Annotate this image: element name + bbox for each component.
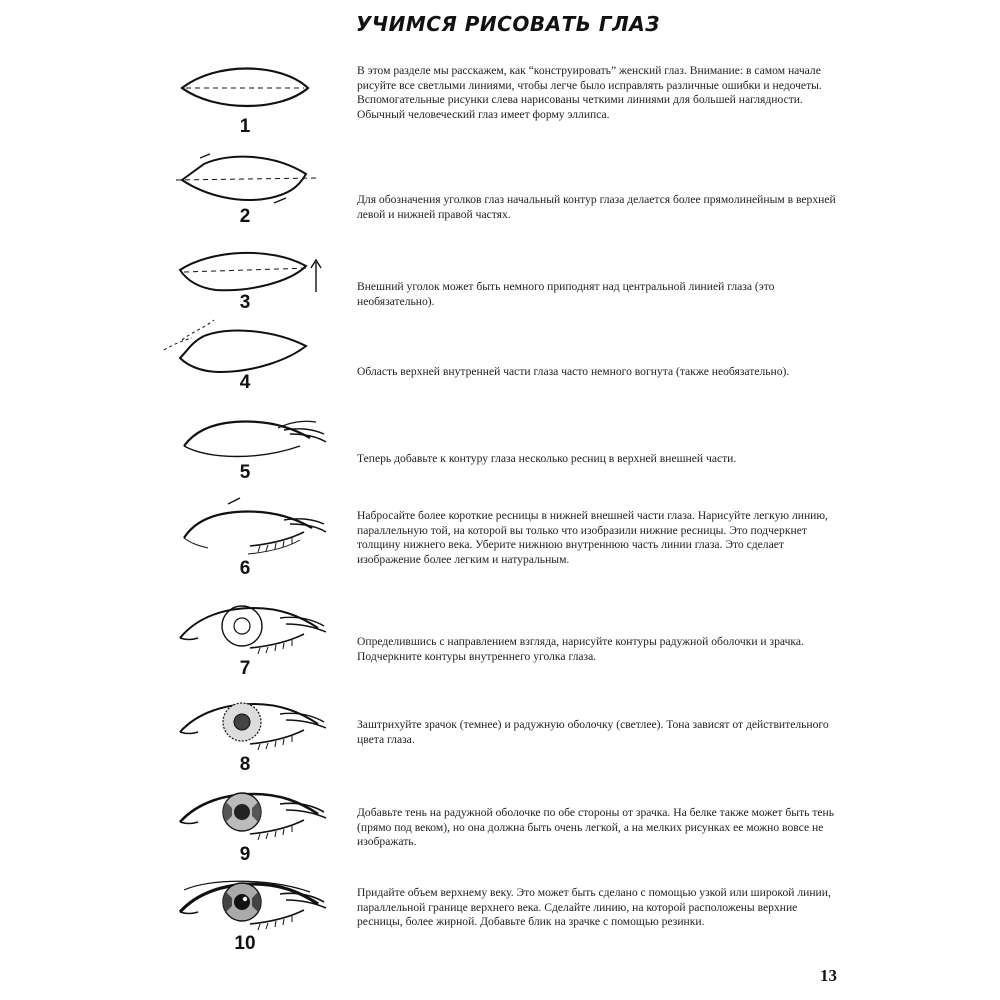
iris-outline	[222, 606, 262, 646]
step-number: 5	[239, 462, 251, 483]
page-number: 13	[820, 966, 837, 985]
step-text: Для обозначения уголков глаз начальный контур глаза делается более прямолинейным в верхней левой и нижней правой частях.	[357, 193, 836, 221]
step-text: Внешний уголок может быть немного приподнят над центральной линией глаза (это необязательно).	[357, 280, 775, 308]
eye-drawing-ellipse	[170, 66, 320, 116]
step-text: Набросайте более короткие ресницы в нижней внешней части глаза. Нарисуйте легкую линию, параллельную той, на которой вы только что изобразили нижние ресницы. Это подчеркнет толщину нижнего века. Уберите нижнюю внутреннюю часть линии глаза. Это сделает изображение более легким и натуральным.	[357, 509, 828, 566]
step-text: Заштрихуйте зрачок (темнее) и радужную оболочку (светлее). Тона зависят от действительного цвета глаза.	[357, 718, 829, 746]
step-number: 8	[239, 754, 251, 775]
step-text: Определившись с направлением взгляда, нарисуйте контуры радужной оболочки и зрачка. Подчеркните контуры внутреннего уголка глаза.	[357, 635, 804, 663]
step-number: 9	[239, 844, 251, 865]
step-text: Придайте объем верхнему веку. Это может быть сделано с помощью узкой или широкой линии, параллельной границе верхнего века. Сделайте линию, на которой расположены верхние ресницы, более жирной. Добавьте блик на зрачке с помощью резинки.	[357, 886, 831, 929]
step-number: 4	[239, 372, 251, 393]
eye-drawing-corners	[170, 148, 320, 208]
step-text: Добавьте тень на радужной оболочке по обе стороны от зрачка. На белке также может быть тень (прямо под веком), но она должна быть очень легкой, а на мелких рисунках ее можно вовсе не изображать.	[357, 806, 835, 849]
pupil-outline	[234, 618, 250, 634]
eye-drawing-concave	[170, 320, 320, 380]
step-number: 6	[239, 558, 251, 579]
step-number: 7	[239, 658, 251, 679]
eye-drawing-upper-lashes	[170, 410, 330, 470]
step-text: Теперь добавьте к контуру глаза несколько ресниц в верхней внешней части.	[357, 452, 737, 465]
step-number: 1	[239, 116, 251, 137]
page-title: УЧИМСЯ РИСОВАТЬ ГЛАЗ	[356, 12, 660, 36]
step-number: 10	[234, 933, 256, 954]
step-text: В этом разделе мы расскажем, как “конструировать” женский глаз. Внимание: в самом начале рисуйте все светлыми линиями, чтобы легче было исправлять различные ошибки и недочеты. Вспомогательные рисунки слева нарисованы четкими линиями для большей наглядности. Обычный человеческий глаз имеет форму эллипса.	[357, 64, 822, 121]
step-text: Область верхней внутренней части глаза часто немного вогнута (также необязательно).	[357, 365, 790, 378]
highlight-dot	[243, 897, 247, 901]
step-number: 2	[239, 206, 251, 227]
step-number: 3	[239, 292, 251, 313]
